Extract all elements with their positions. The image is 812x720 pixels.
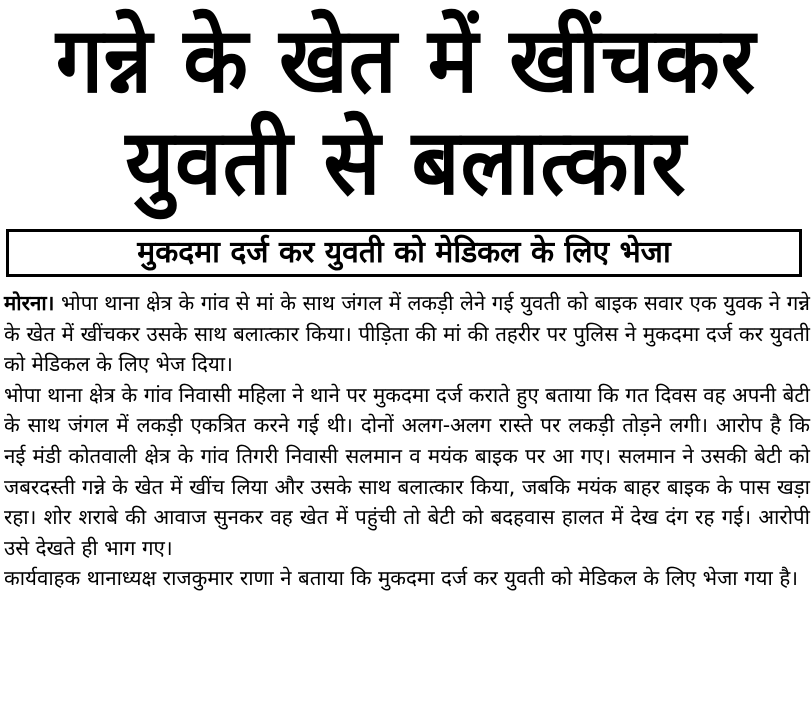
headline-line-2: युवती से बलात्कार (125, 109, 687, 215)
dateline: मोरना। (4, 291, 55, 315)
subheadline: मुकदमा दर्ज कर युवती को मेडिकल के लिए भेजा (137, 235, 671, 270)
headline-line-1: गन्ने के खेत में खींचकर (55, 7, 757, 113)
article-paragraph-1-text: भोपा थाना क्षेत्र के गांव से मां के साथ जंगल में लकड़ी लेने गई युवती को बाइक सवार एक युवक ने गन्ने के खेत में खींचकर उसके साथ बलात्कार किया। पीड़िता की मां की तहरीर पर पुलिस ने मुकदमा दर्ज कर युवती को मेडिकल के लिए भेज दिया। (4, 291, 810, 377)
subheadline-box (6, 229, 802, 277)
article-paragraph-2: भोपा थाना क्षेत्र के गांव निवासी महिला ने थाने पर मुकदमा दर्ज कराते हुए बताया कि गत दिवस वह अपनी बेटी के साथ जंगल में लकड़ी एकत्रित करने गई थी। दोनों अलग-अलग रास्ते पर लकड़ी तोड़ने लगी। आरोप है कि नई मंडी कोतवाली क्षेत्र के गांव तिगरी निवासी सलमान व मयंक बाइक पर आ गए। सलमान ने उसकी बेटी को जबरदस्ती गन्ने के खेत में खींच लिया और उसके साथ बलात्कार किया, जबकि मयंक बाहर बाइक के पास खड़ा रहा। शोर शराबे की आवाज सुनकर वह खेत में पहुंची तो बेटी को बदहवास हालत में देख दंग रह गई। आरोपी उसे देखते ही भाग गए। (4, 382, 810, 560)
article-paragraph-1 (4, 288, 810, 380)
article-paragraph-3: कार्यवाहक थानाध्यक्ष राजकुमार राणा ने बताया कि मुकदमा दर्ज कर युवती को मेडिकल के लिए भेजा गया है। (4, 566, 799, 591)
article-body (4, 288, 810, 594)
